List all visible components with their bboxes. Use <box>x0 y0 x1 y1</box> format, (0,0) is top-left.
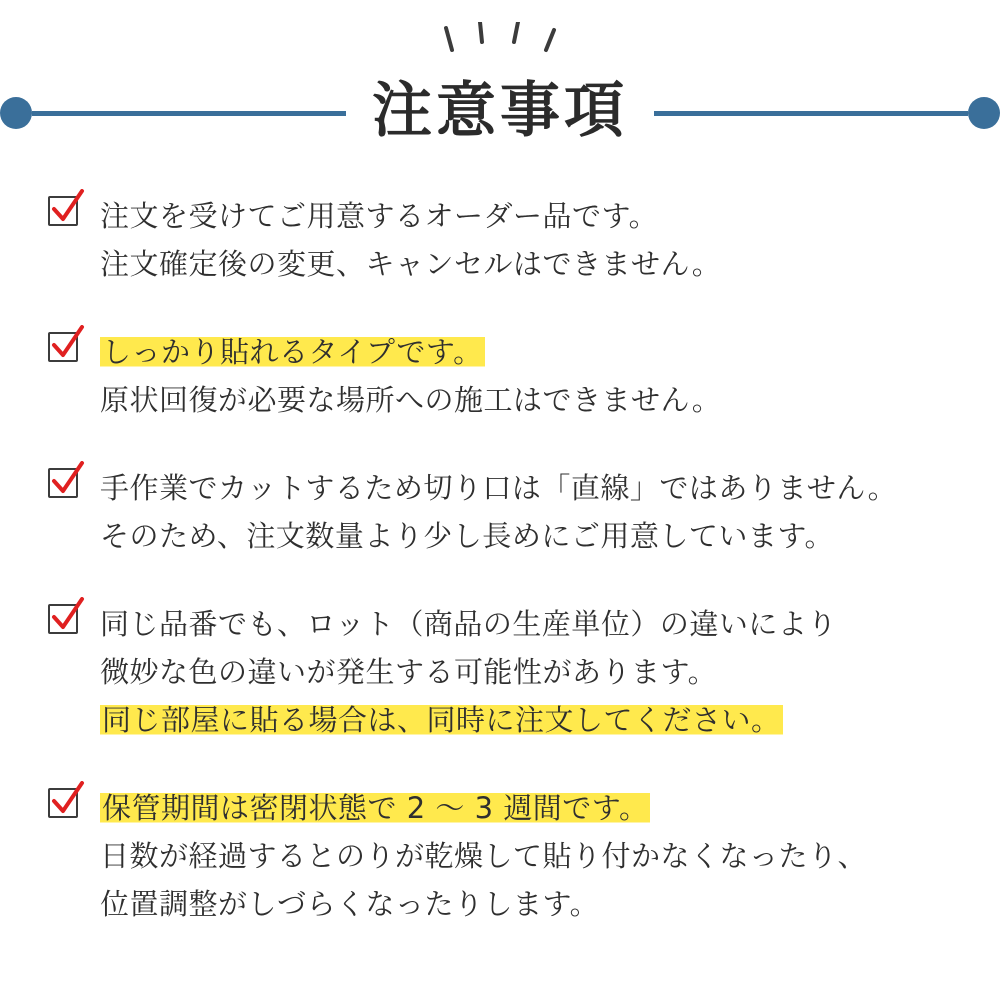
note-text <box>100 192 952 288</box>
list-item <box>48 192 952 288</box>
note-line: 微妙な色の違いが発生する可能性があります。 <box>100 655 718 689</box>
note-line: 原状回復が必要な場所への施工はできません。 <box>100 383 722 417</box>
list-item <box>48 464 952 560</box>
list-item <box>48 600 952 744</box>
rule-line-left <box>32 111 346 116</box>
note-line: 保管期間は密閉状態で 2 ～ 3 週間です。 <box>102 791 649 825</box>
note-line: 手作業でカットするため切り口は「直線」ではありません。 <box>100 471 898 505</box>
note-line: そのため、注文数量より少し長めにご用意しています。 <box>100 519 835 553</box>
page-title: 注意事項 <box>372 76 628 146</box>
rule-dot-right <box>968 97 1000 129</box>
note-line: 日数が経過するとのりが乾燥して貼り付かなくなったり、 <box>100 839 868 873</box>
note-text <box>100 464 952 560</box>
note-line: 同じ部屋に貼る場合は、同時に注文してください。 <box>102 703 781 737</box>
page-header <box>0 0 1000 175</box>
note-line: しっかり貼れるタイプです。 <box>102 335 483 369</box>
rule-line-right <box>654 111 968 116</box>
checked-checkbox-icon <box>48 468 82 502</box>
rule-dot-left <box>0 97 32 129</box>
list-item <box>48 328 952 424</box>
title-rule-row <box>0 76 1000 146</box>
note-line: 注文確定後の変更、キャンセルはできません。 <box>100 247 722 281</box>
note-text <box>100 328 952 424</box>
notes-list <box>0 192 1000 928</box>
list-item <box>48 784 952 928</box>
note-line: 同じ品番でも、ロット（商品の生産単位）の違いにより <box>100 607 837 641</box>
checked-checkbox-icon <box>48 332 82 366</box>
note-line: 位置調整がしづらくなったりします。 <box>100 887 600 921</box>
note-line: 注文を受けてご用意するオーダー品です。 <box>100 199 659 233</box>
sparkle-lines-icon <box>0 22 1000 72</box>
checked-checkbox-icon <box>48 788 82 822</box>
note-text <box>100 784 952 928</box>
checked-checkbox-icon <box>48 604 82 638</box>
note-text <box>100 600 952 744</box>
checked-checkbox-icon <box>48 196 82 230</box>
